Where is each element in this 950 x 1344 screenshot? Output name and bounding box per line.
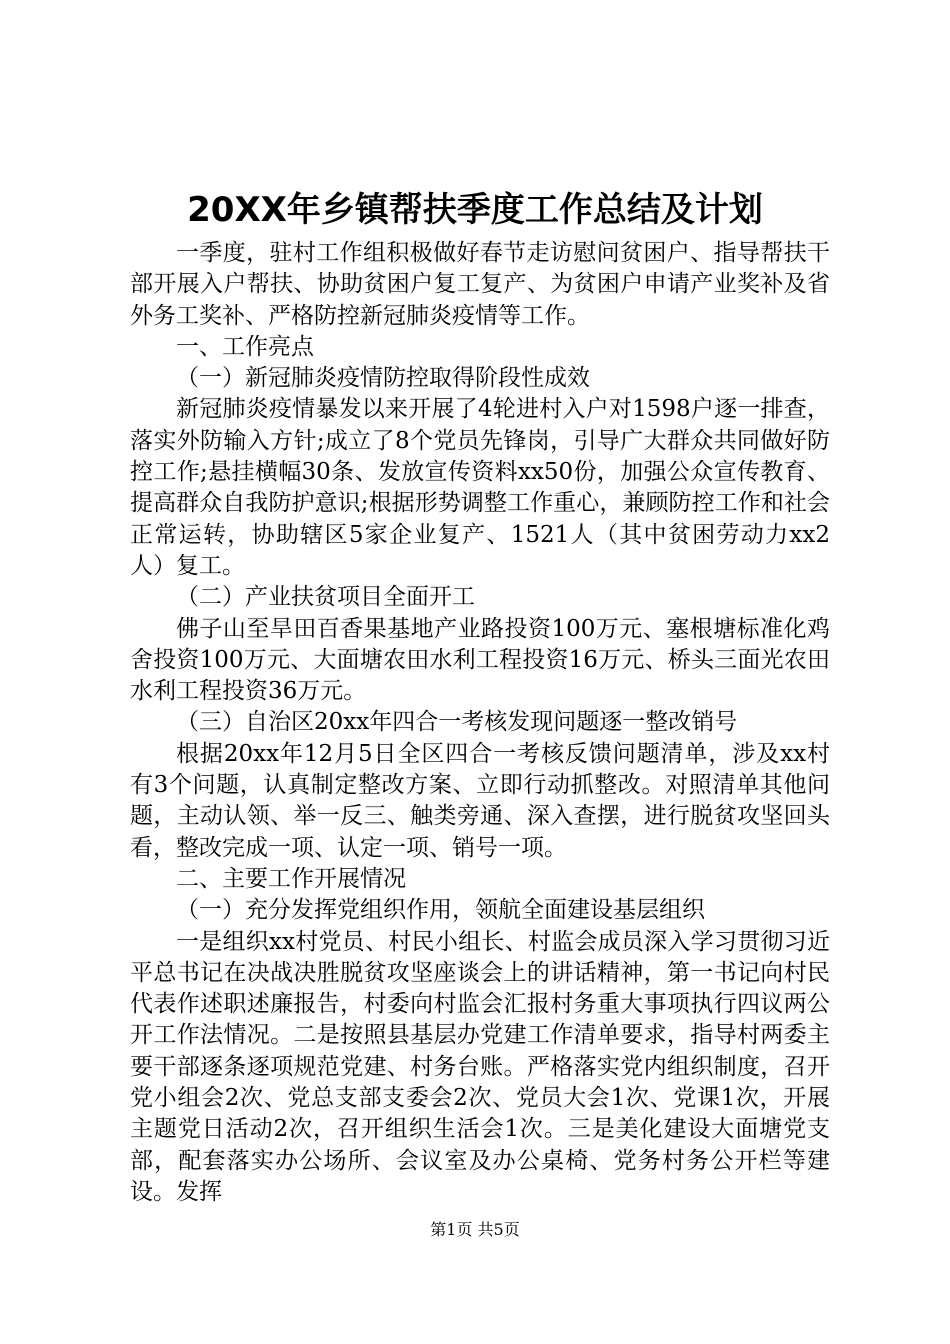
- subheading-party-organization: （一）充分发挥党组织作用，领航全面建设基层组织: [176, 897, 705, 924]
- page-number-footer: 第1页 共5页: [430, 1220, 520, 1239]
- paragraph-assessment-rectification: 根据20xx年12月5日全区四合一考核反馈问题清单，涉及xx村有3个问题，认真制定整改方案、立即行动抓整改。对照清单其他问题，主动认领、举一反三、触类旁通、深入查摆，进行脱贫攻坚回头看，整改完成一项、认定一项、销号一项。: [130, 740, 830, 861]
- document-title: 20XX年乡镇帮扶季度工作总结及计划: [187, 190, 763, 230]
- subheading-epidemic-control: （一）新冠肺炎疫情防控取得阶段性成效: [176, 365, 590, 392]
- paragraph-industry-projects: 佛子山至旱田百香果基地产业路投资100万元、塞根塘标准化鸡舍投资100万元、大面塘农田水利工程投资16万元、桥头三面光农田水利工程投资36万元。: [130, 615, 830, 705]
- document-body: [130, 238, 830, 1208]
- section-heading-main-work: 二、主要工作开展情况: [176, 865, 406, 892]
- subheading-assessment-rectification: （三）自治区20xx年四合一考核发现问题逐一整改销号: [176, 709, 738, 736]
- section-heading-highlights: 一、工作亮点: [176, 333, 314, 360]
- paragraph-epidemic-control: 新冠肺炎疫情暴发以来开展了4轮进村入户对1598户逐一排查，落实外防输入方针;成立了8个党员先锋岗，引导广大群众共同做好防控工作;悬挂横幅30条、发放宣传资料xx50份，加强公众宣传教育、提高群众自我防护意识;根据形势调整工作重心，兼顾防控工作和社会正常运转，协助辖区5家企业复产、1521人（其中贫困劳动力xx2人）复工。: [130, 396, 830, 579]
- intro-paragraph: 一季度，驻村工作组积极做好春节走访慰问贫困户、指导帮扶干部开展入户帮扶、协助贫困户复工复产、为贫困户申请产业奖补及省外务工奖补、严格防控新冠肺炎疫情等工作。: [130, 240, 830, 329]
- subheading-industry-projects: （二）产业扶贫项目全面开工: [176, 584, 475, 611]
- paragraph-party-organization: 一是组织xx村党员、村民小组长、村监会成员深入学习贯彻习近平总书记在决战决胜脱贫攻坚座谈会上的讲话精神，第一书记向村民代表作述职述廉报告，村委向村监会汇报村务重大事项执行四议两公开工作法情况。二是按照县基层办党建工作清单要求，指导村两委主要干部逐条逐项规范党建、村务台账。严格落实党内组织制度，召开党小组会2次、党总支部支委会2次、党员大会1次、党课1次，开展主题党日活动2次，召开组织生活会1次。三是美化建设大面塘党支部，配套落实办公场所、会议室及办公桌椅、党务村务公开栏等建设。发挥: [130, 928, 830, 1205]
